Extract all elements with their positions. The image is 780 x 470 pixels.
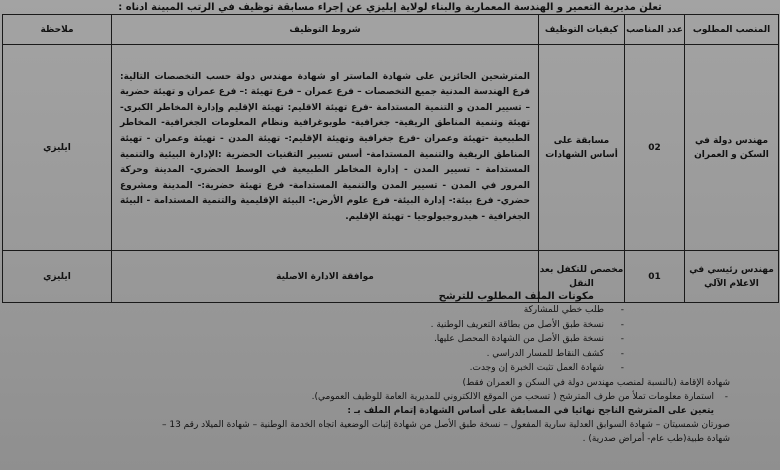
final-heading: يتعين على المترشح الناجح نهائيا في المسابقة على أساس الشهادة إتمام الملف بـ :	[347, 406, 714, 416]
residence-note: شهادة الإقامة (بالنسبة لمنصب مهندس دولة في السكن و العمران فقط)	[462, 377, 730, 388]
list-item: - استمارة معلومات تملأ من طرف المترشح ( تسحب من الموقع الالكتروني للمديرية العامة للوظيف العمومي).	[20, 390, 744, 405]
list-item: - نسخة طبق الأصل من الشهادة المحصل عليها.	[20, 332, 744, 347]
list-item: - نسخة طبق الأصل من بطاقة التعريف الوطنية .	[20, 318, 744, 333]
list-item: - شهادة العمل تثبت الخبرة إن وجدت.	[20, 361, 744, 376]
cell-count: 02	[625, 45, 685, 251]
cell-conditions: المترشحين الحائزين على شهادة الماستر او شهادة مهندس دولة حسب التخصصات التالية: فرع الهندسة المدنية جميع التخصصات – فرع عمران – فرع تهيئة :– فرع عمران و تهيئة حضرية – تسيير المدن و التنمية المستدامة -فرع تهيئة الاقليم: تهيئة الإقليم وإدارة المخاطر الكبرى- تهيئة وتنمية المناطق الريفية- جغرافية- طوبوغرافية ونظام المعلومات الجغرافية- المخاطر الطبيعية -تهيئة وعمران -فرع جغرافية وتهيئة الإقليم:- تهيئة المدن - تهيئة وعمران - تهيئة المناطق الريفية والتنمية المستدامة- أسس تسيير التقنيات الحضرية :الإدارة البيئية والتنمية المستدامة - تسيير المدن - إدارة المخاطر الطبيعية في الوسط الحضري- المدينة وحركة المرور في المدن - تسيير المدن والتنمية المستدامة- فرع تهيئة حضرية:- المدينة ومشروع حضري- فرع بيئة:- إدارة البيئة- فرع علوم الأرض:- البيئة الإقليمية والتنمية المستدامة - البيئة الجغرافية - هيدروجيولوجيا - تهيئة الإقليم.	[112, 45, 539, 251]
cell-post: مهندس دولة في السكن و العمران	[685, 45, 779, 251]
cell-mode: مسابقة على أساس الشهادات	[539, 45, 625, 251]
list-item: - طلب خطي للمشاركة	[20, 303, 744, 318]
cell-note: ايليزي	[3, 251, 112, 303]
form-list	[20, 390, 744, 405]
jobs-table	[2, 14, 779, 303]
cell-conditions: موافقة الادارة الاصلية	[112, 251, 539, 303]
table-header-row	[3, 15, 779, 45]
final-item: شهادة طبية(طب عام- أمراض صدرية) .	[582, 434, 730, 444]
cell-post: مهندس رئيسي في الاعلام الآلي	[685, 251, 779, 303]
header-conditions: شروط التوظيف	[112, 15, 539, 45]
documents-list	[20, 303, 744, 376]
header-post: المنصب المطلوب	[685, 15, 779, 45]
cell-note: ايليزي	[3, 45, 112, 251]
cell-mode: مخصص للتكفل بعد النقل	[539, 251, 625, 303]
list-item: - كشف النقاط للمسار الدراسي .	[20, 347, 744, 362]
header-note: ملاحظة	[3, 15, 112, 45]
header-count: عدد المناصب	[625, 15, 685, 45]
final-item: صورتان شمسيتان – شهادة السوابق العدلية سارية المفعول – نسخة طبق الأصل من شهادة إثبات الوضعية اتجاه الخدمة الوطنية – شهادة الميلاد رقم 13 –	[161, 420, 730, 430]
table-row	[3, 45, 779, 251]
header-mode: كيفيات التوظيف	[539, 15, 625, 45]
cell-count: 01	[625, 251, 685, 303]
announcement-header: تعلن مديرية التعمير و الهندسة المعمارية والبناء لولاية إيليزي عن إجراء مسابقة توظيف في الرتب المبينة أدناه :	[118, 2, 662, 13]
documents-title: مكونات الملف المطلوب للترشح	[438, 291, 594, 302]
documents-section	[0, 290, 780, 446]
